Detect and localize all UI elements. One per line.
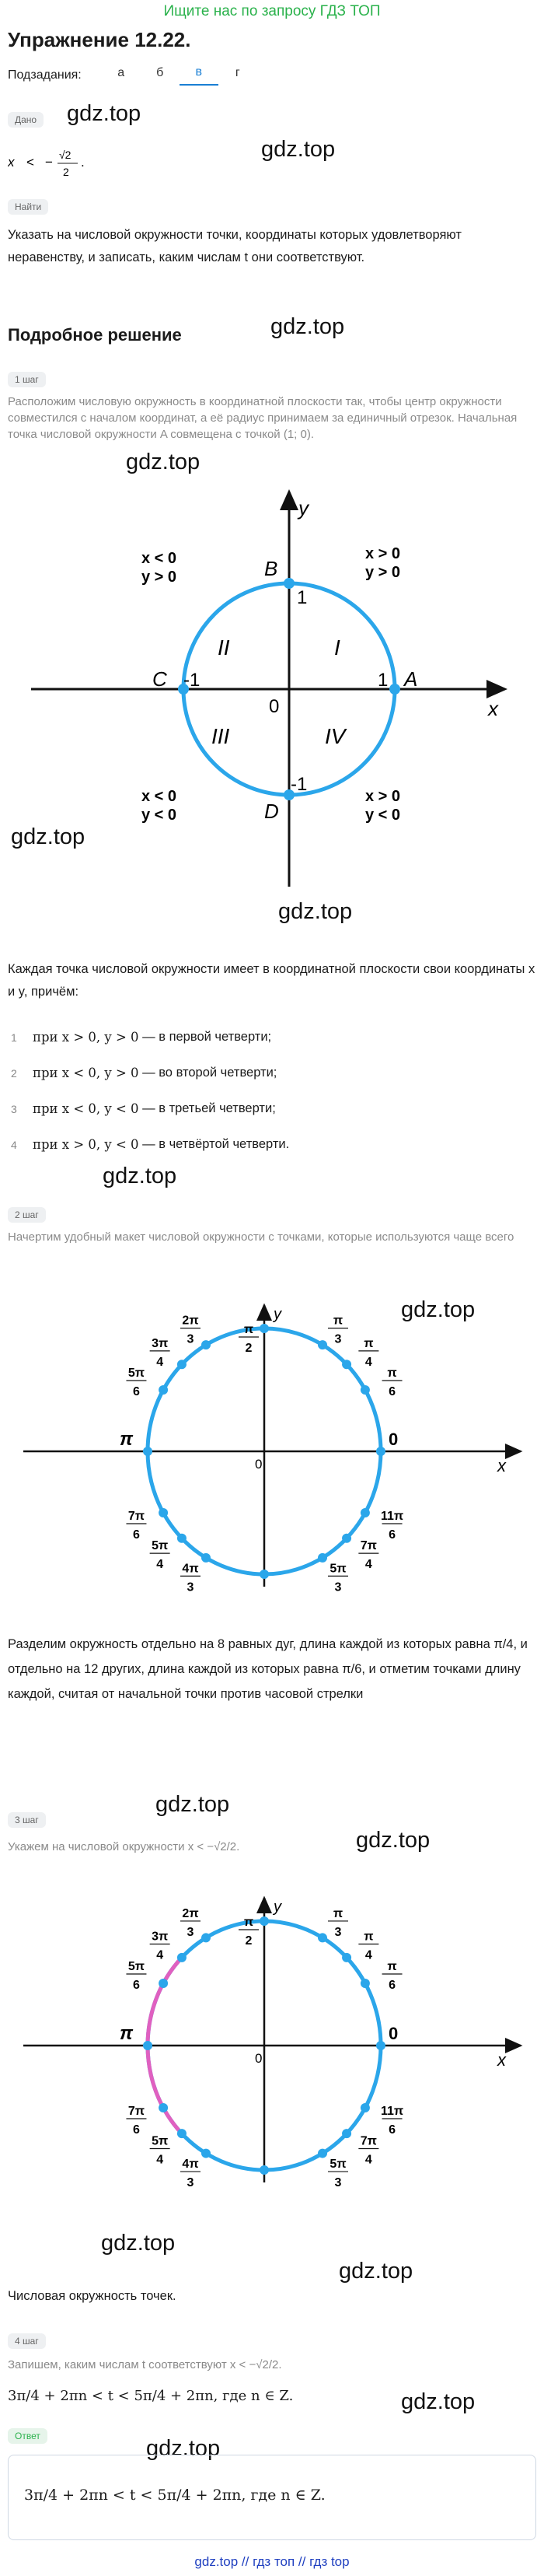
page-title: Упражнение 12.22. xyxy=(8,28,191,51)
circle-point xyxy=(159,1385,168,1395)
watermark: gdz.top xyxy=(356,1828,431,1853)
circle-point xyxy=(260,1916,269,1926)
list-item: 3 при x < 0, y < 0 — в третьей четверти; xyxy=(11,1101,276,1116)
circle-point xyxy=(342,1953,351,1962)
angle-label xyxy=(328,1562,348,1594)
circle-point xyxy=(201,1933,211,1942)
q1-sign-x: x > 0 xyxy=(365,545,401,562)
zero-label: 0 xyxy=(389,2024,399,2043)
circle-point xyxy=(318,1933,327,1942)
q3-sign-y: y < 0 xyxy=(141,807,177,824)
step4-text: Запишем, каким числам t соответствуют x < −√2/2. xyxy=(8,2358,282,2371)
svg-text:.: . xyxy=(81,155,85,170)
svg-text:3: 3 xyxy=(334,2176,342,2190)
angle-label xyxy=(328,1907,348,1939)
subtask-tab-g[interactable]: г xyxy=(235,66,240,79)
x-axis-label: x xyxy=(497,1456,506,1475)
svg-text:5π: 5π xyxy=(152,2134,169,2148)
q4-sign-x: x > 0 xyxy=(365,788,401,805)
q2-sign-y: y > 0 xyxy=(141,569,177,586)
origin-label: 0 xyxy=(269,696,280,717)
list-item: 1 при x > 0, y > 0 — в первой четверти; xyxy=(11,1030,272,1045)
watermark: gdz.top xyxy=(339,2259,413,2284)
circle-point xyxy=(361,1979,370,1988)
quadrant-i: I xyxy=(334,635,340,660)
svg-text:3: 3 xyxy=(334,1580,342,1594)
q1-sign-y: y > 0 xyxy=(365,564,401,581)
point-a-dot xyxy=(389,684,400,695)
subtasks-row xyxy=(8,65,257,86)
svg-text:2: 2 xyxy=(245,1342,253,1355)
point-d-label: D xyxy=(264,800,279,823)
circle-point xyxy=(260,1324,269,1333)
svg-text:6: 6 xyxy=(389,1528,396,1542)
watermark: gdz.top xyxy=(278,899,353,924)
circle-point xyxy=(201,2149,211,2158)
svg-text:π: π xyxy=(243,1916,254,1929)
svg-text:π: π xyxy=(364,1930,374,1944)
watermark: gdz.top xyxy=(103,1164,177,1188)
angle-label xyxy=(126,1960,146,1992)
find-tag: Найти xyxy=(8,199,48,215)
number-circle-highlighted-figure xyxy=(0,1882,544,2217)
angle-label xyxy=(382,1960,403,1992)
answer-tag: Ответ xyxy=(8,2428,47,2444)
point-a-label: A xyxy=(404,667,418,691)
svg-text:4: 4 xyxy=(156,2153,164,2167)
tick-top: 1 xyxy=(297,587,308,608)
svg-text:6: 6 xyxy=(133,1528,140,1542)
svg-text:π: π xyxy=(333,1906,343,1920)
angle-label xyxy=(150,2135,170,2167)
number-circle-figure xyxy=(0,1276,544,1602)
circle-point xyxy=(159,1508,168,1517)
tick-bottom: -1 xyxy=(291,774,308,795)
svg-text:2: 2 xyxy=(63,166,69,178)
watermark: gdz.top xyxy=(146,2436,221,2461)
x-axis-label: x xyxy=(497,2050,506,2070)
svg-text:4: 4 xyxy=(364,2153,372,2167)
angle-label xyxy=(328,1314,348,1346)
circle-point xyxy=(177,1534,187,1543)
pi-label: π xyxy=(120,1429,134,1450)
svg-text:2: 2 xyxy=(245,1934,253,1948)
svg-text:x: x xyxy=(8,155,15,170)
svg-text:4: 4 xyxy=(156,1948,164,1962)
svg-text:6: 6 xyxy=(389,1385,396,1398)
step3-tag: 3 шаг xyxy=(8,1812,46,1828)
svg-text:4: 4 xyxy=(156,1355,164,1369)
y-axis-label: y xyxy=(274,1899,281,1916)
step2-tag: 2 шаг xyxy=(8,1207,46,1223)
subtask-tab-v[interactable]: в xyxy=(180,65,218,86)
circle-point xyxy=(342,2129,351,2138)
svg-text:3π: 3π xyxy=(152,1930,169,1944)
find-text: Указать на числовой окружности точки, координаты которых удовлетворяют неравенству, и записать, каким числам t они соответствуют. xyxy=(8,228,462,264)
circle-point xyxy=(177,2129,187,2138)
svg-text:7π: 7π xyxy=(360,1539,377,1553)
pi-label: π xyxy=(120,2023,134,2044)
circle-point xyxy=(318,1553,327,1563)
svg-text:−: − xyxy=(45,155,53,170)
angle-label xyxy=(150,1337,170,1369)
origin-label: 0 xyxy=(255,2051,263,2066)
quadrant-ii: II xyxy=(218,635,230,660)
divide-text: Разделим окружность отдельно на 8 равных дуг, длина каждой из которых равна π/4, и отдельно на 12 других, длина каждой из которых равна π/6, и отметим точками длину каждой, считая от начальной точки против часовой стрелки xyxy=(8,1637,528,1701)
svg-text:6: 6 xyxy=(133,2123,140,2137)
svg-text:7π: 7π xyxy=(127,1510,145,1523)
angle-label xyxy=(358,2135,378,2167)
coords-text: Каждая точка числовой окружности имеет в координатной плоскости свои координаты x и y, причём: xyxy=(8,962,535,999)
svg-text:3: 3 xyxy=(334,1332,342,1346)
circle-point xyxy=(318,1340,327,1349)
given-inequality xyxy=(8,148,117,186)
angle-label xyxy=(126,1510,146,1542)
svg-text:5π: 5π xyxy=(127,1960,145,1973)
circle-point xyxy=(159,1979,168,1988)
zero-label: 0 xyxy=(389,1430,399,1449)
svg-text:11π: 11π xyxy=(380,1510,404,1523)
step3-text: Укажем на числовой окружности x < −√2/2. xyxy=(8,1840,240,1853)
caption3: Числовая окружность точек. xyxy=(8,2289,176,2303)
angle-label xyxy=(382,1367,403,1398)
y-axis-label: y xyxy=(274,1306,281,1323)
list-item: 2 при x < 0, y > 0 — во второй четверти; xyxy=(11,1066,277,1080)
svg-text:π: π xyxy=(333,1314,343,1328)
angle-label xyxy=(180,1907,201,1939)
svg-text:π: π xyxy=(387,1960,397,1973)
circle-point xyxy=(260,2165,269,2175)
svg-text:2π: 2π xyxy=(182,1314,199,1328)
angle-label xyxy=(126,1367,146,1398)
circle-point xyxy=(143,1447,152,1456)
circle-point xyxy=(318,2149,327,2158)
svg-text:π: π xyxy=(387,1367,397,1380)
svg-text:4π: 4π xyxy=(182,2158,199,2172)
watermark: gdz.top xyxy=(401,1297,476,1322)
circle-point xyxy=(201,1553,211,1563)
solution-heading: Подробное решение xyxy=(8,325,182,345)
watermark: gdz.top xyxy=(270,314,345,339)
svg-text:6: 6 xyxy=(133,1385,140,1398)
point-c-label: C xyxy=(152,667,167,691)
subtask-tab-a[interactable]: а xyxy=(117,66,125,79)
svg-text:7π: 7π xyxy=(127,2105,145,2118)
q3-sign-x: x < 0 xyxy=(141,788,177,805)
q2-sign-x: x < 0 xyxy=(141,550,177,567)
angle-label xyxy=(381,1510,403,1542)
q4-sign-y: y < 0 xyxy=(365,807,401,824)
svg-text:√2: √2 xyxy=(59,149,71,161)
subtasks-label: Подзадания: xyxy=(8,68,82,82)
circle-point xyxy=(143,2041,152,2050)
answer-formula: 3π/4 + 2πn < t < 5π/4 + 2πn, где n ∈ Z. xyxy=(24,2487,326,2504)
svg-text:π: π xyxy=(364,1336,374,1350)
step1-text: Расположим числовую окружность в координатной плоскости так, чтобы центр окружности совместился с началом координат, а её радиус принимаем за единичный отрезок. Начальная точка числовой окружности A совмещена с точкой (1; 0). xyxy=(8,395,518,441)
point-b-label: B xyxy=(264,557,278,580)
svg-text:6: 6 xyxy=(133,1979,140,1992)
svg-text:3: 3 xyxy=(187,1580,194,1594)
quadrant-iii: III xyxy=(211,724,230,748)
svg-text:5π: 5π xyxy=(330,2158,347,2172)
svg-text:4: 4 xyxy=(364,1948,372,1962)
svg-text:7π: 7π xyxy=(360,2134,377,2148)
circle-point xyxy=(361,1385,370,1395)
watermark: gdz.top xyxy=(11,824,85,849)
svg-text:5π: 5π xyxy=(152,1539,169,1553)
angle-label xyxy=(381,2105,403,2137)
angle-label xyxy=(180,1314,201,1346)
svg-text:4: 4 xyxy=(156,1558,164,1572)
svg-text:4: 4 xyxy=(364,1355,372,1369)
x-axis-label: x xyxy=(488,697,498,720)
circle-point xyxy=(361,2103,370,2112)
watermark: gdz.top xyxy=(101,2231,176,2256)
angle-label xyxy=(358,1539,378,1571)
given-inequality-formula xyxy=(8,148,117,182)
svg-text:11π: 11π xyxy=(380,2105,404,2118)
watermark: gdz.top xyxy=(401,2389,476,2414)
svg-text:5π: 5π xyxy=(330,1562,347,1576)
svg-text:π: π xyxy=(243,1323,254,1336)
tick-left: -1 xyxy=(183,670,201,691)
quadrant-iv: IV xyxy=(325,724,346,748)
svg-text:4π: 4π xyxy=(182,1562,199,1576)
circle-point xyxy=(361,1508,370,1517)
svg-text:6: 6 xyxy=(389,1979,396,1992)
svg-text:2π: 2π xyxy=(182,1906,199,1920)
angle-label xyxy=(358,1930,378,1962)
circle-point xyxy=(177,1360,187,1369)
circle-point xyxy=(260,1570,269,1579)
circle-point xyxy=(177,1953,187,1962)
list-item: 4 при x > 0, y < 0 — в четвёртой четверти. xyxy=(11,1137,290,1152)
given-tag: Дано xyxy=(8,112,44,128)
circle-point xyxy=(342,1360,351,1369)
circle-point xyxy=(376,2041,385,2050)
top-search-link[interactable]: Ищите нас по запросу ГДЗ ТОП xyxy=(163,3,381,19)
step1-tag: 1 шаг xyxy=(8,372,46,387)
angle-label xyxy=(180,2158,201,2189)
svg-text:4: 4 xyxy=(364,1558,372,1572)
tick-right: 1 xyxy=(378,670,389,691)
watermark: gdz.top xyxy=(261,137,336,162)
svg-text:<: < xyxy=(26,155,34,170)
svg-text:3: 3 xyxy=(334,1925,342,1939)
angle-label xyxy=(328,2158,348,2189)
circle-point xyxy=(376,1447,385,1456)
angle-label xyxy=(150,1930,170,1962)
answer-box xyxy=(8,2455,536,2540)
step2-text: Начертим удобный макет числовой окружности с точками, которые используются чаще всего xyxy=(8,1230,514,1244)
footer-links[interactable]: gdz.top // гдз топ // гдз top xyxy=(194,2554,350,2569)
y-axis-label: y xyxy=(298,496,309,520)
svg-text:3: 3 xyxy=(187,1332,194,1346)
point-b-dot xyxy=(284,578,295,589)
watermark: gdz.top xyxy=(67,101,141,126)
angle-label xyxy=(126,2105,146,2137)
step4-formula: 3π/4 + 2πn < t < 5π/4 + 2πn, где n ∈ Z. xyxy=(8,2388,294,2404)
svg-text:3: 3 xyxy=(187,2176,194,2190)
watermark: gdz.top xyxy=(126,450,201,474)
circle-point xyxy=(159,2103,168,2112)
svg-text:6: 6 xyxy=(389,2123,396,2137)
circle-point xyxy=(201,1340,211,1349)
angle-label xyxy=(150,1539,170,1571)
angle-label xyxy=(358,1337,378,1369)
svg-text:5π: 5π xyxy=(127,1367,145,1380)
origin-label: 0 xyxy=(255,1457,263,1472)
angle-label xyxy=(180,1562,201,1594)
circle-point xyxy=(342,1534,351,1543)
step4-tag: 4 шаг xyxy=(8,2333,46,2349)
watermark: gdz.top xyxy=(155,1792,230,1817)
svg-text:3π: 3π xyxy=(152,1336,169,1350)
svg-text:3: 3 xyxy=(187,1925,194,1939)
subtask-tab-b[interactable]: б xyxy=(156,66,164,79)
